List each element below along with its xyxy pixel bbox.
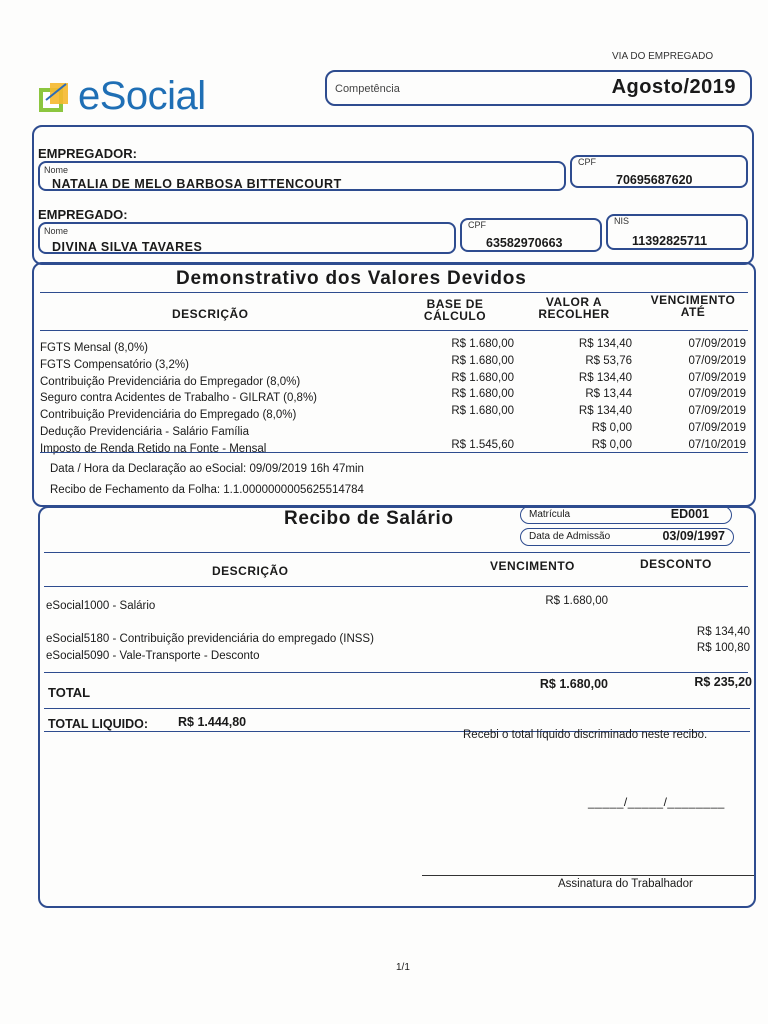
receipt-date-line: _____/_____/________ xyxy=(588,795,725,809)
employee-nis-label: NIS xyxy=(614,216,630,226)
demo-row-base: R$ 1.680,00 xyxy=(451,405,514,418)
employee-cpf: 63582970663 xyxy=(486,236,563,250)
admissao-box xyxy=(520,528,734,546)
total-label: TOTAL xyxy=(48,685,91,700)
demo-row-valor: R$ 53,76 xyxy=(585,354,632,367)
employer-name-label: Nome xyxy=(44,165,69,175)
divider xyxy=(44,586,748,587)
esocial-logo-icon xyxy=(38,80,74,116)
divider xyxy=(44,708,750,709)
demo-row-descricao: Imposto de Renda Retido na Fonte - Mensal xyxy=(40,442,267,455)
demo-header-valor xyxy=(528,296,620,320)
demo-row-descricao: FGTS Mensal (8,0%) xyxy=(40,342,148,354)
total-liquido-label: TOTAL LIQUIDO: xyxy=(48,717,148,731)
divider xyxy=(40,330,748,331)
demo-row-valor: R$ 0,00 xyxy=(591,422,632,434)
salario-item-desc: eSocial5090 - Vale-Transporte - Desconto xyxy=(46,650,260,662)
demo-row-base: R$ 1.545,60 xyxy=(451,438,514,451)
demo-row-vencimento: 07/09/2019 xyxy=(688,388,746,401)
demo-row-valor: R$ 134,40 xyxy=(578,371,632,384)
page-number: 1/1 xyxy=(396,962,410,973)
divider xyxy=(40,452,748,453)
demo-row-descricao: Contribuição Previdenciária do Empregador (8,0%) xyxy=(40,375,301,388)
employee-name-box xyxy=(38,222,456,254)
demo-header-valor-1: VALOR A xyxy=(545,295,603,309)
esocial-logo-text: eSocial xyxy=(78,74,206,118)
demo-row-base: R$ 1.680,00 xyxy=(451,371,514,384)
salario-header-desconto: DESCONTO xyxy=(640,557,712,571)
salario-item-desc: eSocial5180 - Contribuição previdenciária do empregado (INSS) xyxy=(46,633,374,645)
demo-row-vencimento: 07/09/2019 xyxy=(688,354,746,367)
demo-header-base-2: CÁLCULO xyxy=(423,309,487,323)
admissao-value: 03/09/1997 xyxy=(662,529,725,543)
demo-row-valor: R$ 13,44 xyxy=(585,388,632,401)
competencia-box xyxy=(325,70,752,106)
declaracao-datahora: Data / Hora da Declaração ao eSocial: 09/09/2019 16h 47min xyxy=(50,463,364,475)
salario-header-vencimento: VENCIMENTO xyxy=(490,559,575,573)
demo-row-vencimento: 07/10/2019 xyxy=(688,438,746,451)
via-label: VIA DO EMPREGADO xyxy=(612,51,714,62)
demo-header-descricao: DESCRIÇÃO xyxy=(172,307,249,321)
salario-item-desconto: R$ 134,40 xyxy=(696,626,750,638)
employer-name: NATALIA DE MELO BARBOSA BITTENCOURT xyxy=(52,177,342,191)
demo-row-descricao: Dedução Previdenciária - Salário Família xyxy=(40,426,250,438)
demo-header-base-1: BASE DE xyxy=(426,297,484,311)
demo-row-base: R$ 1.680,00 xyxy=(451,338,514,350)
demo-header-venc-1: VENCIMENTO xyxy=(650,293,736,307)
demo-row-vencimento: 07/09/2019 xyxy=(688,422,746,434)
signature-line xyxy=(422,875,754,876)
competencia-value: Agosto/2019 xyxy=(611,76,736,98)
demo-header-base xyxy=(414,298,496,322)
matricula-box xyxy=(520,506,732,524)
divider xyxy=(44,672,748,673)
employer-cpf-box xyxy=(570,155,748,188)
divider xyxy=(40,292,748,293)
signature-label: Assinatura do Trabalhador xyxy=(558,878,693,890)
employee-nis: 11392825711 xyxy=(632,234,708,248)
employer-cpf-label: CPF xyxy=(578,157,596,167)
salario-item-desc: eSocial1000 - Salário xyxy=(46,600,156,612)
admissao-label: Data de Admissão xyxy=(529,531,611,542)
demo-header-venc-2: ATÉ xyxy=(680,305,706,319)
employer-cpf: 70695687620 xyxy=(616,173,693,187)
employee-cpf-label: CPF xyxy=(468,220,486,230)
demo-header-venc xyxy=(638,294,748,318)
recibo-fechamento: Recibo de Fechamento da Folha: 1.1.0000000005625514784 xyxy=(50,484,364,496)
demo-row-descricao: FGTS Compensatório (3,2%) xyxy=(40,358,189,371)
total-liquido-value: R$ 1.444,80 xyxy=(178,715,247,729)
competencia-label: Competência xyxy=(335,83,400,95)
employer-name-box xyxy=(38,161,566,191)
employee-name: DIVINA SILVA TAVARES xyxy=(52,240,203,254)
demo-row-vencimento: 07/09/2019 xyxy=(688,371,746,384)
matricula-label: Matrícula xyxy=(529,509,571,520)
demo-row-base: R$ 1.680,00 xyxy=(451,388,514,401)
demo-header-valor-2: RECOLHER xyxy=(538,307,610,321)
salario-item-venc: R$ 1.680,00 xyxy=(545,595,608,607)
receipt-statement: Recebi o total líquido discriminado neste recibo. xyxy=(463,729,708,741)
employee-cpf-box xyxy=(460,218,602,252)
demo-row-base: R$ 1.680,00 xyxy=(451,354,514,367)
demo-row-vencimento: 07/09/2019 xyxy=(688,405,746,418)
demo-row-descricao: Seguro contra Acidentes de Trabalho - GILRAT (0,8%) xyxy=(40,392,317,405)
employee-name-label: Nome xyxy=(44,226,69,236)
demonstrativo-title: Demonstrativo dos Valores Devidos xyxy=(176,268,527,289)
total-desconto: R$ 235,20 xyxy=(694,675,752,689)
salario-header-descricao: DESCRIÇÃO xyxy=(212,564,289,578)
demo-row-descricao: Contribuição Previdenciária do Empregado (8,0%) xyxy=(40,409,297,422)
employee-section-label: EMPREGADO: xyxy=(38,207,128,222)
divider xyxy=(44,552,750,553)
demo-row-valor: R$ 0,00 xyxy=(591,438,632,451)
employer-section-label: EMPREGADOR: xyxy=(38,146,137,161)
demo-row-valor: R$ 134,40 xyxy=(578,338,632,350)
demo-row-vencimento: 07/09/2019 xyxy=(688,338,746,350)
demo-row-valor: R$ 134,40 xyxy=(578,405,632,418)
matricula-value: ED001 xyxy=(670,507,709,521)
total-vencimento: R$ 1.680,00 xyxy=(539,677,608,691)
salario-item-desconto: R$ 100,80 xyxy=(696,642,750,654)
recibo-title: Recibo de Salário xyxy=(284,508,454,529)
employee-nis-box xyxy=(606,214,748,250)
